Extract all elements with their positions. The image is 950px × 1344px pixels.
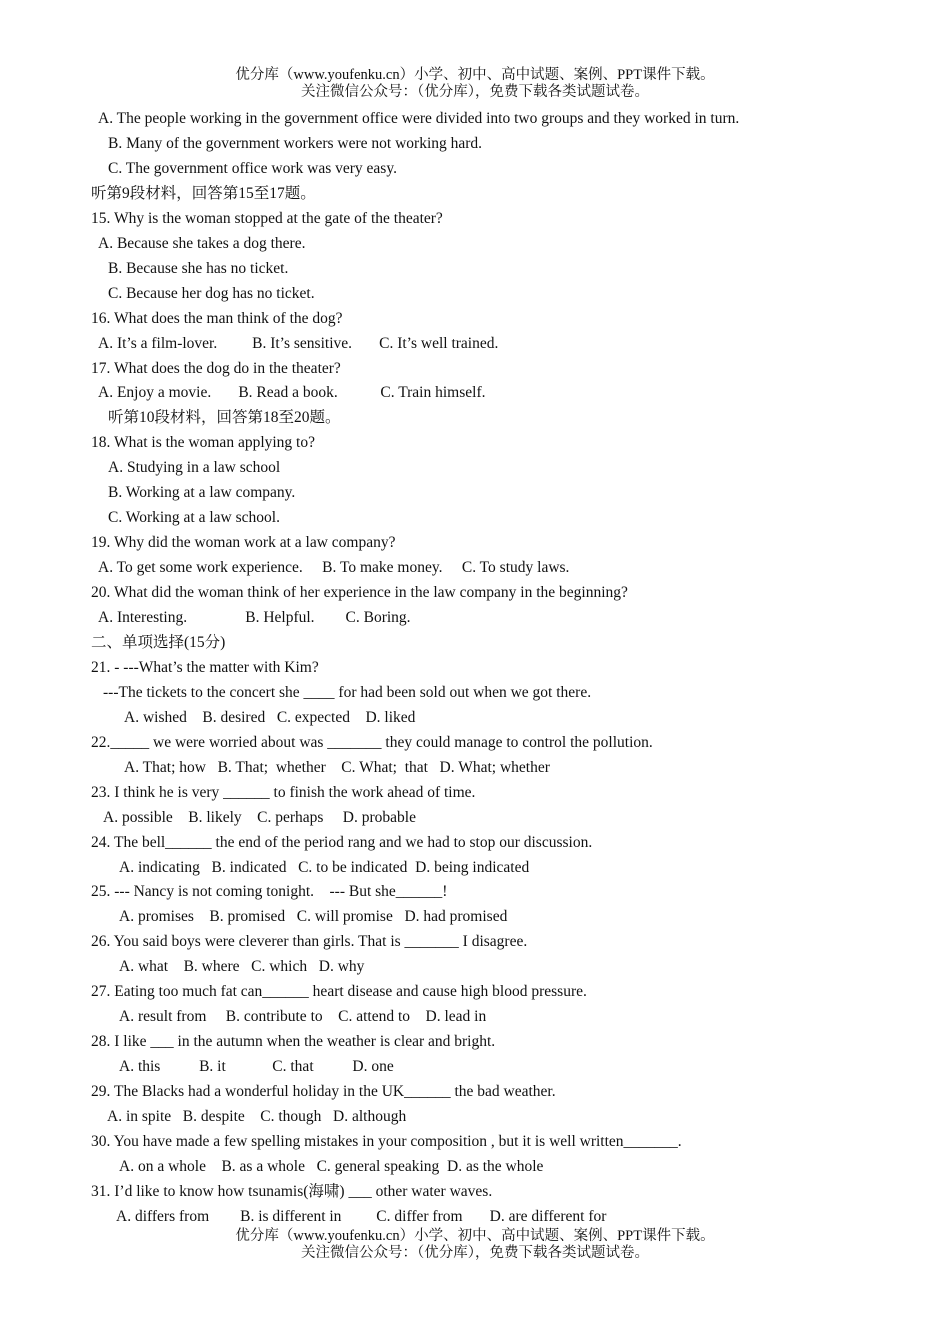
- question-11: 17. What does the dog do in the theater?: [91, 359, 341, 377]
- header-line-1: 优分库（www.youfenku.cn）小学、初中、高中试题、案例、PPT课件下载。: [235, 67, 715, 83]
- options-row-37: A. result from B. contribute to C. attend to D. lead in: [119, 1008, 487, 1026]
- question-continuation-24: ---The tickets to the concert she ____ for had been sold out when we got there.: [103, 683, 592, 701]
- question-18: 19. Why did the woman work at a law company?: [91, 534, 396, 552]
- option-16: B. Working at a law company.: [108, 484, 296, 502]
- options-row-45: A. differs from B. is different in C. differ from D. are different for: [116, 1207, 607, 1225]
- section-instruction-4: 听第9段材料，回答第15至17题。: [91, 184, 316, 202]
- option-17: C. Working at a law school.: [108, 509, 280, 527]
- options-row-35: A. what B. where C. which D. why: [119, 958, 365, 976]
- question-36: 27. Eating too much fat can______ heart disease and cause high blood pressure.: [91, 983, 587, 1001]
- question-9: 16. What does the man think of the dog?: [91, 309, 343, 327]
- question-14: 18. What is the woman applying to?: [91, 434, 315, 452]
- option-7: B. Because she has no ticket.: [108, 259, 289, 277]
- footer-line-1: 优分库（www.youfenku.cn）小学、初中、高中试题、案例、PPT课件下载。: [235, 1228, 715, 1244]
- question-23: 21. - ---What’s the matter with Kim?: [91, 658, 319, 676]
- header-line-2: 关注微信公众号：（优分库），免费下载各类试题试卷。: [301, 84, 649, 100]
- options-row-31: A. indicating B. indicated C. to be indicated D. being indicated: [119, 858, 530, 876]
- question-44: 31. I’d like to know how tsunamis(海啸) ___ other water waves.: [91, 1182, 493, 1200]
- option-2: B. Many of the government workers were not working hard.: [108, 134, 483, 152]
- section-instruction-13: 听第10段材料，回答第18至20题。: [108, 409, 341, 427]
- options-row-43: A. on a whole B. as a whole C. general speaking D. as the whole: [119, 1157, 544, 1175]
- question-42: 30. You have made a few spelling mistakes in your composition , but it is well written_______.: [91, 1132, 682, 1150]
- options-row-39: A. this B. it C. that D. one: [119, 1058, 394, 1076]
- question-20: 20. What did the woman think of her experience in the law company in the beginning?: [91, 584, 628, 602]
- option-8: C. Because her dog has no ticket.: [108, 284, 315, 302]
- page-footer: [0, 1228, 950, 1262]
- question-34: 26. You said boys were cleverer than girls. That is _______ I disagree.: [91, 933, 528, 951]
- options-row-10: A. It’s a film-lover. B. It’s sensitive. C. It’s well trained.: [98, 334, 499, 352]
- options-row-27: A. That; how B. That; whether C. What; that D. What; whether: [124, 758, 550, 776]
- options-row-12: A. Enjoy a movie. B. Read a book. C. Train himself.: [98, 384, 486, 402]
- option-6: A. Because she takes a dog there.: [98, 234, 306, 252]
- question-38: 28. I like ___ in the autumn when the weather is clear and bright.: [91, 1033, 496, 1051]
- option-3: C. The government office work was very easy.: [108, 159, 397, 177]
- page-header: [0, 67, 950, 101]
- options-row-21: A. Interesting. B. Helpful. C. Boring.: [98, 609, 411, 626]
- question-26: 22._____ we were worried about was _______ they could manage to control the pollution.: [91, 733, 653, 751]
- footer-line-2: 关注微信公众号：（优分库），免费下载各类试题试卷。: [301, 1245, 649, 1261]
- options-row-41: A. in spite B. despite C. though D. although: [107, 1108, 407, 1125]
- option-15: A. Studying in a law school: [108, 459, 281, 477]
- question-40: 29. The Blacks had a wonderful holiday in the UK______ the bad weather.: [91, 1083, 556, 1101]
- options-row-19: A. To get some work experience. B. To make money. C. To study laws.: [98, 559, 570, 577]
- option-1: A. The people working in the government office were divided into two groups and they worked in turn.: [98, 110, 740, 127]
- options-row-33: A. promises B. promised C. will promise D. had promised: [119, 908, 508, 926]
- question-28: 23. I think he is very ______ to finish the work ahead of time.: [91, 783, 476, 801]
- question-32: 25. --- Nancy is not coming tonight. --- But she______!: [91, 883, 448, 901]
- section-heading-22: 二、单项选择(15分): [91, 633, 226, 651]
- question-5: 15. Why is the woman stopped at the gate of the theater?: [91, 209, 443, 227]
- options-row-29: A. possible B. likely C. perhaps D. probable: [103, 808, 416, 826]
- question-30: 24. The bell______ the end of the period rang and we had to stop our discussion.: [91, 833, 593, 851]
- options-row-25: A. wished B. desired C. expected D. liked: [124, 708, 416, 726]
